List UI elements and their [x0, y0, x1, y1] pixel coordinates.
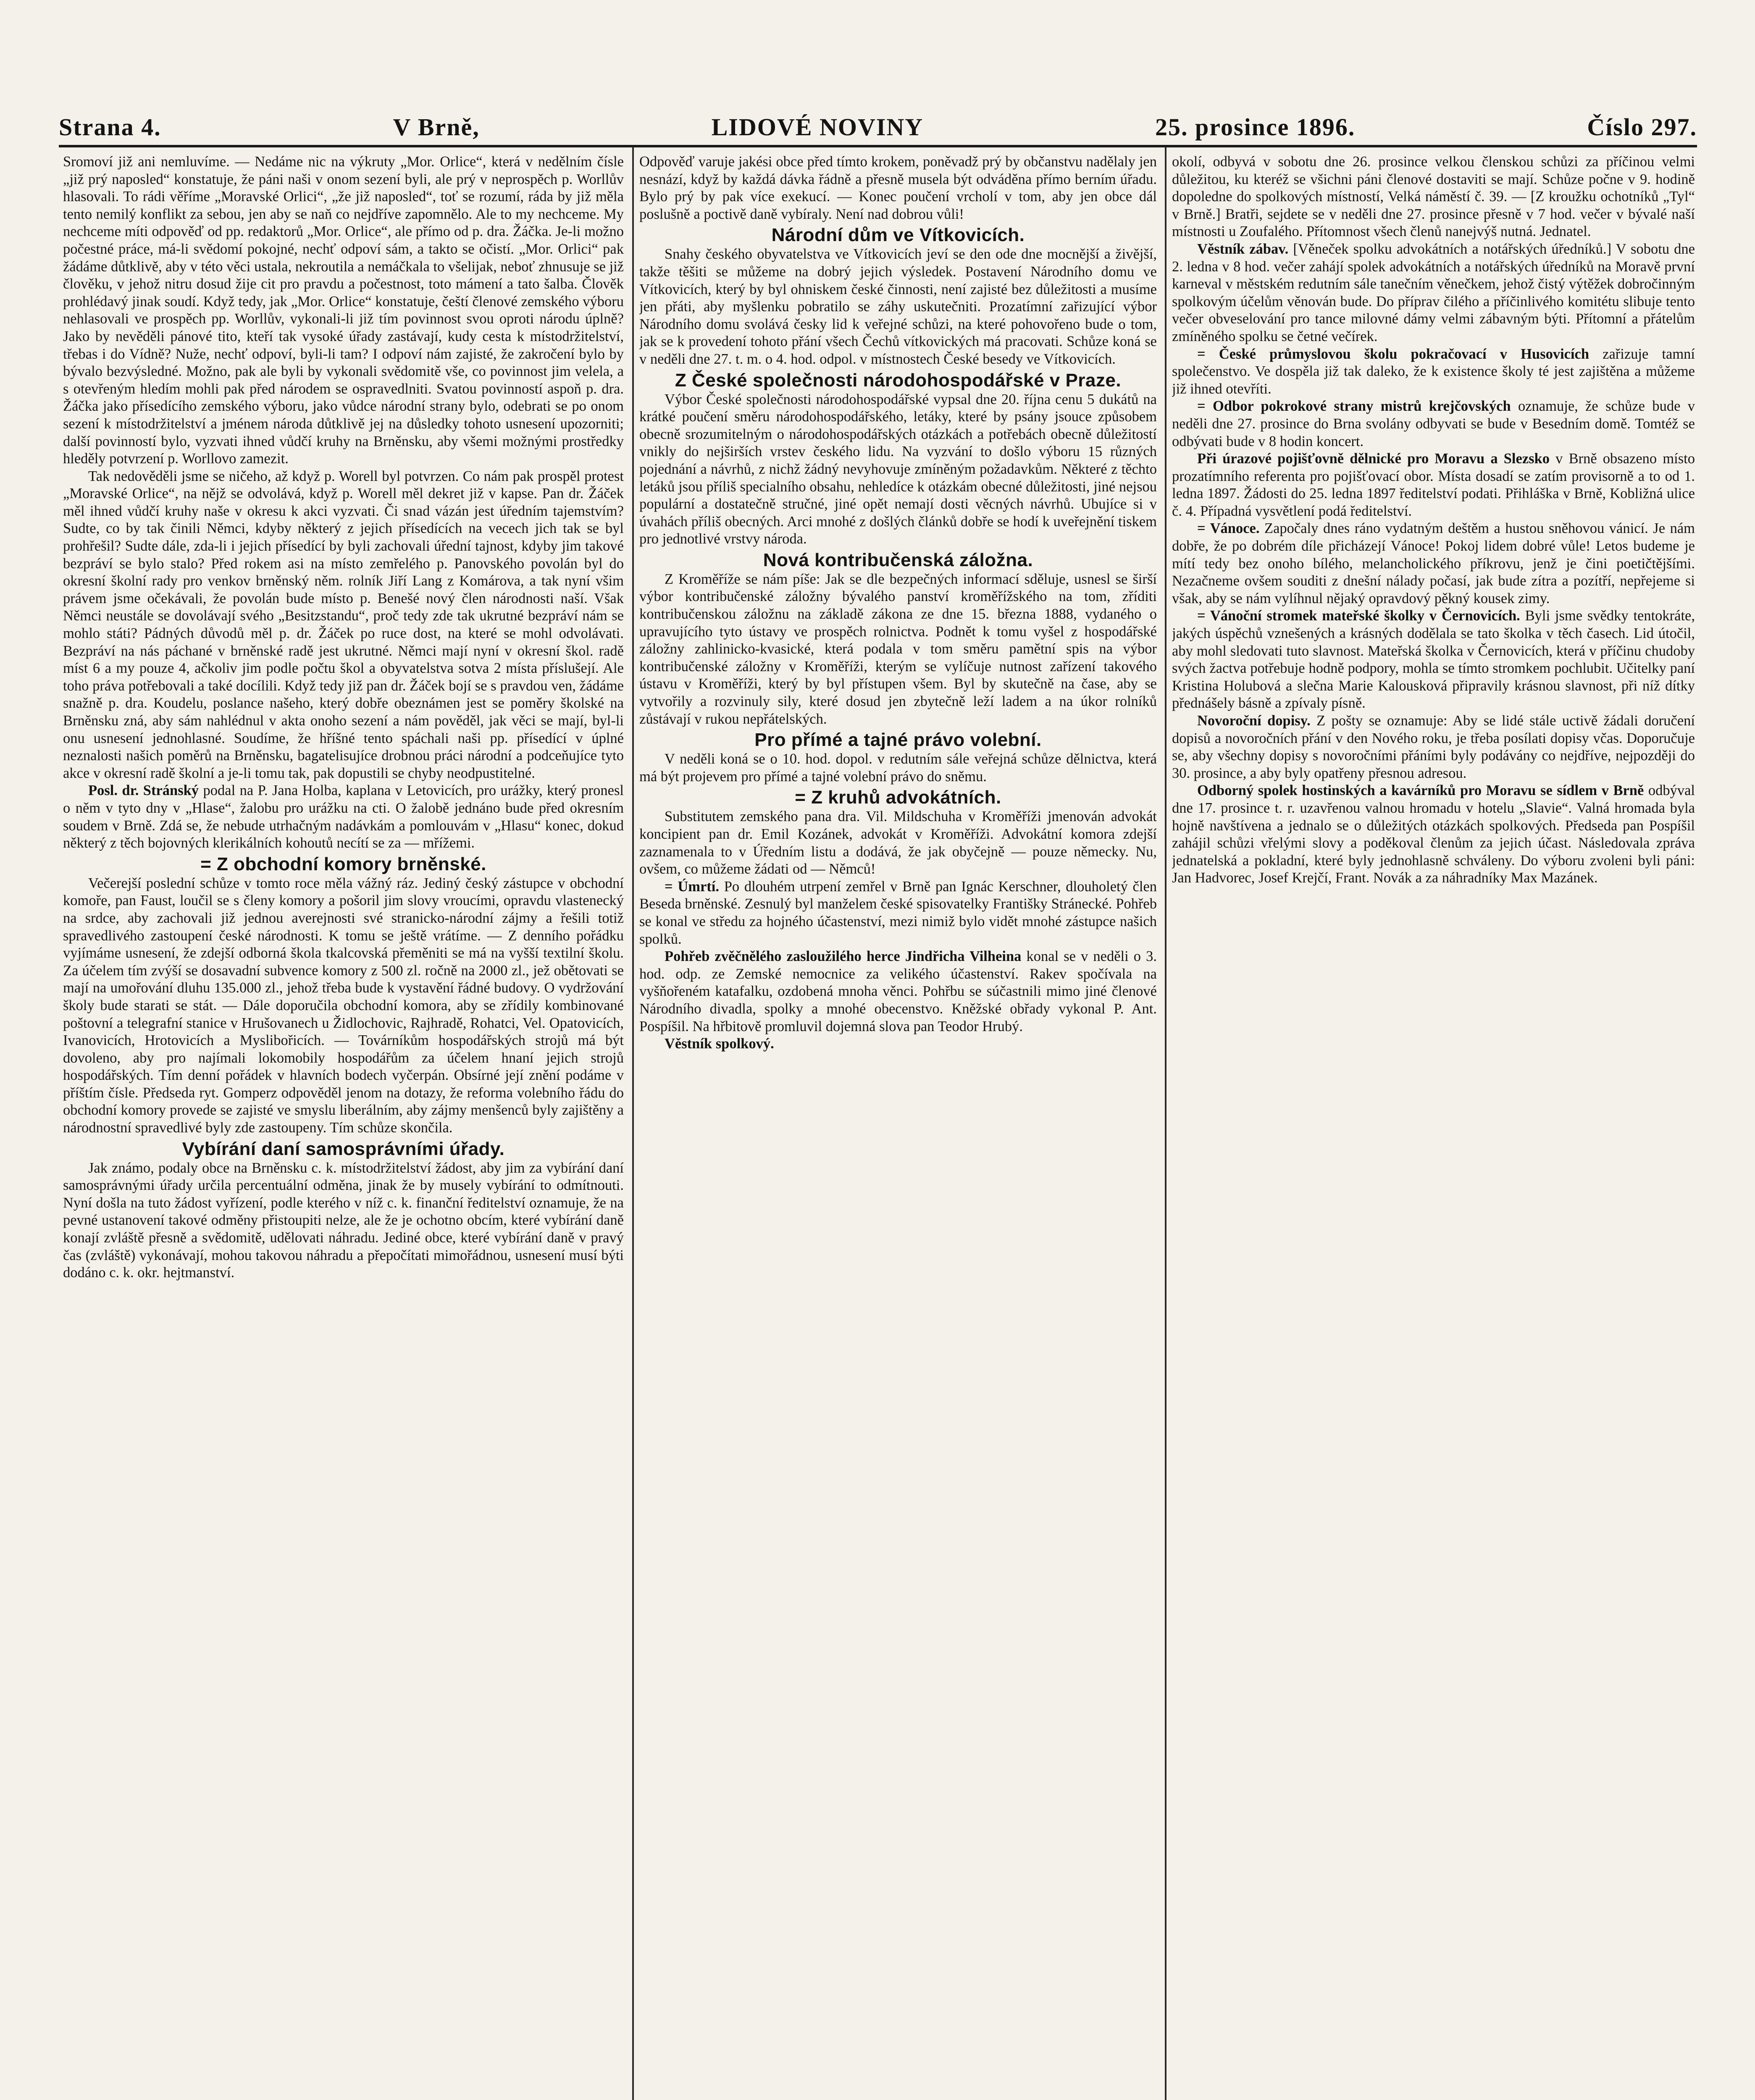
article-text: Z pošty se oznamuje: Aby se lidé stále uctivě žádali doručení dopisů a novoročních přání v den Nového roku, je třeba posílati dopisy včas. Doporučuje se, aby všechny dopisy s novoročními přáními byly podávány co nejdříve, nejpozději do 30. prosince, a aby byly opatřeny přesnou adresou. — [1172, 713, 1695, 781]
issue-number: Číslo 297. — [1587, 113, 1697, 141]
article-text: oznamuje, že schůze bude v neděli dne 27. prosince do Brna svolány odbyvati se bude v Besedním domě. Tomtéž se odbývati bude v 8 hodin koncert. — [1172, 398, 1695, 449]
page-header — [59, 110, 1697, 144]
section-heading: = Z obchodní komory brněnské. — [200, 853, 486, 874]
section-heading: Pohřeb zvěčnělého zasloužilého herce Jindřicha Vilheina — [665, 948, 1022, 965]
page-number: Strana 4. — [59, 113, 161, 141]
section-heading: Nová kontribučenská záložna. — [763, 549, 1033, 570]
section-heading: = Vánoční stromek mateřské školky v Černovicích. — [1197, 608, 1520, 624]
dateline-city: V Brně, — [393, 113, 480, 141]
column-rule-1 — [632, 147, 634, 2100]
section-heading: Z České společnosti národohospodářské v Praze. — [675, 370, 1122, 391]
section-heading: = Úmrtí. — [665, 878, 720, 895]
article-text: Jak známo, podaly obce na Brněnsku c. k. místodržitelství žádost, aby jim za vybírání daní samosprávnými úřady určila percentuální odměna, jinak že by musely vybírání to odmítnouti. Nyní došla na tuto žádost vyřízení, podle kterého v níž c. k. finanční ředitelství oznamuje, že na pevné ustanovení takové odměny přistoupiti nelze, ale že je ochotno obcím, které vybírání daně konají zvláště přesně a svědomitě, udělovati náhradu. Jediné obce, které vybírání daně v pravý čas (zvláště) vykonávají, mohou takovou náhradu a přepočítati mimořádnou, usnesení musí býti dodáno c. k. okr. hejtmanství. — [63, 1160, 624, 1281]
article-text: Po dlouhém utrpení zemřel v Brně pan Ignác Kerschner, dlouholetý člen Beseda brněnské. Zesnulý byl manželem české spisovatelky Františky Stránecké. Pohřeb se konal ve středu za hojného účastenství, mezi nimiž bylo vidět mnohé zástupce našich spolků. — [639, 878, 1157, 947]
article-text: Sromoví již ani nemluvíme. — Nedáme nic na výkruty „Mor. Orlice“, která v nedělním čísle „již prý naposled“ konstatuje, že páni naši v onom sezení byli, ale prý v neprospěch p. Worllův hlasovali. To rádi věříme „Moravské Orlici“, „že již naposled“, toť se rozumí, ráda by již měla tento nemilý konflikt za sebou, jen aby se naň co nejdříve zapomnělo. Ale to my nechceme. My nechceme míti odpověď od pp. redaktorů „Mor. Orlice“, ale přímo od p. dra. Žáčka. Je-li možno počestné práce, má-li svědomí pokojné, nechť odpoví sám, a takto se očistí. „Mor. Orlici“ pak žádáme důtklivě, aby v této věci ustala, nekroutila a nemáčkala to všelijak, neboť zhnusuje se již člověku, v jehož nitru dosud žije cit pro pravdu a počestnost, toto mámení a tato šalba. Člověk prohlédavý jinak soudí. Když tedy, jak „Mor. Orlice“ konstatuje, čeští členové zemského výboru nehlasovali ve prospěch pp. Worllův, vykonali-li již tím povinnost svou oproti národu úplně? Jako by nevěděli pánové tito, kteří tak vysoké úřady zastávají, kudy cesta k místodržitelství, třebas i do Vídně? Nuže, nechť odpoví, byli-li tam? I odpoví nám zajisté, že zakročení bylo by bývalo bezvýsledné. Možno, pak ale byli by vykonali svědomitě vše, co povinnost jim velela, a s otevřeným hledím mohli pak před národem se ospravedlniti. Svatou povinností aspoň p. dra. Žáčka jako přísedícího zemského výboru, jako vůdce národní strany bylo, odebrati se po onom sezení k místodržitelství a jménem národa důtklivě jej na důsledky tohoto usnesení upozorniti; další povinností bylo, vyzvati ihned vůdčí kruhy na Brněnsku, aby všemi možnými prostředky hleděly potvrzení p. Worllovo zamezit. — [63, 154, 624, 467]
article-text: V neděli koná se o 10. hod. dopol. v redutním sále veřejná schůze dělnictva, která má být projevem pro přímé a tajné volební právo do sněmu. — [639, 751, 1157, 785]
article-text: Snahy českého obyvatelstva ve Vítkovicích jeví se den ode dne mocnější a živější, takže těšiti se můžeme na dobrý jejich výsledek. Postavení Národního domu ve Vítkovicích, který by byl ohniskem české činnosti, není zajisté bez důležitosti a musíme jen přáti, aby myšlenku pobratilo se záhy uskutečniti. Prozatímní zařizující výbor Národního domu svolává česky lid k veřejné schůzi, na které pohovořeno bude o tom, jak se k provedení tohoto přání všech Čechů vítkovických má pracovati. Schůze koná se v neděli dne 27. t. m. o 4. hod. odpol. v místnostech České besedy ve Vítkovicích. — [639, 246, 1157, 367]
article-text: Výbor České společnosti národohospodářské vypsal dne 20. října cenu 5 dukátů na krátké poučení směru národohospodářského, letáky, které by psány jsouce způsobem obecně srozumitelným o národohospodářských otázkách a potřebách obecně důležitostí vnikly do nejširších vrstev českého lidu. Na vyzvání to došlo výboru 15 různých pojednání a návrhů, z nichž žádný nevyhovuje zmíněným požadavkům. Některé z těchto letáků jsou příliš specialního obsahu, nehledíce k otázkám obecné důležitosti, jiné nejsou populární a dostatečně stručné, jiné opět nemají dosti věcných návrhů. Ubujíce si v úvahách příliš obecných. Arci mnohé z došlých článků dobře se hodí k uveřejnění tiskem pro jednotlivé vrstvy národa. — [639, 391, 1157, 547]
article-text: Byli jsme svědky tentokráte, jakých úspěchů vznešených a krásných dodělala se tato školka v těch časech. Lid útočil, aby mohl sledovati tuto slavnost. Mateřská školka v Černovicích, která v příčinu chudoby svých žactva potřebuje hodně podpory, mohla se tímto stromkem pochlubit. Učitelky paní Kristina Holubová a slečna Marie Kalousková připravily krásnou slavnost, při níž dítky přednášely básně a zpívaly písně. — [1172, 608, 1695, 711]
section-heading: Pro přímé a tajné právo volební. — [754, 730, 1042, 751]
header-rule — [59, 145, 1697, 147]
article-text: podal na P. Jana Holba, kaplana v Letovicích, pro urážky, který pronesl o něm v tyto dny v „Hlase“, žalobu pro urážku na cti. O žalobě jednáno bude před okresním soudem v Brně. Zdá se, že nebude utrhačným nadávkám a pomlouvám v „Hlasu“ konec, dokud některý z těch bojovných klerikálních kohoutů necítí se za — mřížemi. — [63, 782, 624, 851]
article-text: konal se v neděli o 3. hod. odp. ze Zemské nemocnice za velikého účastenství. Rakev spočívala na vyšňořeném katafalku, ozdobená mnoha věnci. Pohřbu se súčastnili mimo jiné členové Národního divadla, spolky a mnohé obecenstvo. Kněžské obřady vykonal P. Ant. Pospíšil. Na hřbitově promluvil dojemná slova pan Teodor Hrubý. — [639, 948, 1157, 1034]
article-text: Započaly dnes ráno vydatným deštěm a hustou sněhovou vánicí. Je nám dobře, že po dobrém díle přicházejí Vánoce! Pokoj lidem dobré vůle! Letos budeme je mítí tedy bez onoho bílého, melancholického příkrovu, jenž je čini poetičtějšími. Nezačneme ovšem souditi z dnešní nálady počasí, jak bude zítra a pozítří, nepřejeme si však, aby se nám vylíhnul nějaký opravdový pěkný kousek zimy. — [1172, 520, 1695, 606]
article-text: Z Kroměříže se nám píše: Jak se dle bezpečných informací sděluje, usnesl se širší výbor kontribučenské záložny bývalého panství kroměřížského na tom, zříditi kontribučenskou záložnu na základě zákona ze dne 15. března 1888, vydaného o upravujícího tyto ústavy ve prospěch rolnictva. Podnět k tomu vyšel z hospodářské záložny zahlinicko-kvasické, která podala v tom směru pamětní spis na výbor kontribučenské záložny v Kroměříži, kterým se vylíčuje nutnost zařízení takového ústavu v Kroměříži, který by byl přístupen všem. Byl by skutečně na čase, aby se vytvořily a rozvinuly sily, které dosud jen zbytečně leží ladem a na úkor rolníků zůstávají v rukou nepřátelských. — [639, 571, 1157, 727]
section-heading: Věstník spolkový. — [665, 1036, 774, 1052]
article-text: Večerejší poslední schůze v tomto roce měla vážný ráz. Jediný český zástupce v obchodní komoře, pan Faust, loučil se s členy komory a pošoril jim slovy vroucími, opravdu vlastenecký na srdce, aby zachovali již jednou averejnosti své stranicko-národní zájmy a řešili totiž spravedlivého zastoupení české národnosti. K tomu se ještě vrátíme. — Z denního pořádku vyjímáme usnesení, že zdejší odborná škola tkalcovská přeměniti se má na vyšší textilní školu. Za účelem tím zvýší se dosavadní subvence komory z 500 zl. ročně na 2000 zl., jež obětovati se mají na umořování dluhu 135.000 zl., jehož třeba bude k vystavění řádné budovy. O vydržování školy bude starati se stát. — Dále doporučila obchodní komora, aby se zřídily kombinované poštovní a telegrafní stanice v Hrušovanech u Židlochovic, Rajhradě, Rohatci, Vel. Opatovicích, Ivanovicích, Hrotovicích a Myslibořicích. — Továrníkům hospodářských strojů má být dovoleno, aby pro najímali lokomobily hospodářům za účelem hnaní jejich strojů hospodářských. Tím denní pořádek v hlavních bodech vyčerpán. Obsírné její znění podáme v příštím čísle. Předseda ryt. Gomperz odpověděl jenom na dotazy, že reforma volebního řádu do obchodní komory provede se zajisté ve smyslu liberálním, aby zájmy menšenců byly zajištěny a národnostní spravedlivé byly zde zastoupeny. Tím schůze skončila. — [63, 875, 624, 1136]
section-heading: Věstník zábav. — [1197, 241, 1289, 257]
section-heading: Vybírání daní samosprávními úřady. — [182, 1138, 505, 1159]
section-heading: Národní dům ve Vítkovicích. — [771, 225, 1025, 246]
section-heading: = Vánoce. — [1197, 520, 1260, 537]
column-2 — [639, 153, 1157, 2100]
article-text: [Věneček spolku advokátních a notářských úředníků.] V sobotu dne 2. ledna v 8 hod. večer zahájí spolek advokátních a notářských úředníků na Moravě první karneval v městském redutním sále tanečním věnečkem, jehož čistý výtěžek dobročinným spolkovým účelům věnován bude. Do příprav čilého a příčinlivého komitétu slibuje tento večer obveselování pro tance milovné dámy velmi zábavným býti. Přítomní a přátelům zmíněného spolku se četné večírek. — [1172, 241, 1695, 344]
article-text: Substitutem zemského pana dra. Vil. Mildschuha v Kroměříži jmenován advokát koncipient pan dr. Emil Kozánek, advokát v Kroměříži. Advokátní komora zdejší zaznamenala to v Úředním listu a dodává, že jak obyčejně — pouze německy. Nu, ovšem, co můžeme žádati od — Němců! — [639, 808, 1157, 877]
section-heading: Novoroční dopisy. — [1197, 713, 1311, 729]
article-text: odbýval dne 17. prosince t. r. uzavřenou valnou hromadu v hotelu „Slavie“. Valná hromada byla hojně navštívena a jednalo se o důležitých otázkách spolkových. Předseda pan Pospíšil zahájil schůzi vřelými slovy a poděkoval členům za jejich účast. Následovala zpráva jednatelská a pokladní, které byly jednohlasně schváleny. Do výboru zvoleni byli páni: Jan Hadvorec, Josef Krejčí, Frant. Novák a za náhradníky Max Mazánek. — [1172, 782, 1695, 886]
article-text: zařizuje tamní společenstvo. Ve dospěla již tak daleko, že k existence školy té jest zajištěna a můžeme již ihned otevříti. — [1172, 346, 1695, 397]
section-heading: = České průmyslovou školu pokračovací v Husovicích — [1197, 346, 1589, 362]
newspaper-title: LIDOVÉ NOVINY — [711, 113, 924, 141]
article-text: Tak nedověděli jsme se ničeho, až když p. Worell byl potvrzen. Co nám pak prospěl protest „Moravské Orlice“, na nějž se odvolává, když p. Worell měl dekret již v kapse. Pan dr. Žáček měl ihned vůdčí kruhy naše v okresu k akci vyzvati. Či snad vázán jest úředním tajemstvím? Sudte, co by tak činili Němci, kdyby některý z jejich přísedících na vecech jich tak se byl prohřešil? Sudte dále, zda-li i jejich přísedící by byli zachovali úřední tajnost, kdyby jim takové bezpráví se bylo stalo? Před rokem asi na místo zemřelého p. Panovského povolán byl do okresní školní rady pro venkov brněnský něm. rolník Jiří Lang z Komárova, a tak nyní všim právem jsme očekávali, že povolán bude místo p. Benešé nový člen národnosti naší. Však Němci neustále se dovolávají svého „Besitzstandu“, proč tedy zde tak ukrutné bezpráví nám se mohlo státi? Pádných důvodů měl p. dr. Žáček po ruce dost, na které se mohl odvolávati. Bezpráví na nás páchané v brněnské radě jest ukrutné. Němci mají nyní v okresní škol. radě míst 6 a my pouze 4, ačkoliv jim podle počtu škol a obyvatelstva sotva 2 místa příslušejí. Ale toho práva potřebovali a také docílili. Když tedy již pan dr. Žáček bojí se s pravdou ven, žádáme snažně p. dra. Koudelu, poslance našeho, který dobře obeznámen jest se poměry školské na Brněnsku zná, aby sám nahlédnul v akta onoho sezení a nám pověděl, jak věci se mají, byl-li onu usnesení jednohlasné. Soudíme, že hříšné tento spáchali naši pp. přísedící v úplné neznalosti našich poměrů na Brněnsku, bagatelisujíce drobnou práci národní a podceňujíce tyto akce v okresní radě školní a je-li tomu tak, pak dopustili se chyby neodpustitelné. — [63, 468, 624, 781]
column-rule-2 — [1165, 147, 1166, 2100]
issue-date: 25. prosince 1896. — [1155, 113, 1356, 141]
section-heading: = Z kruhů advokátních. — [795, 787, 1001, 808]
article-text: Odpověď varuje jakési obce před tímto krokem, poněvadž prý by občanstvu nadělaly jen nesnází, když by každá dávka řádně a přesně musela být odváděna přímo berním úřadu. Bylo prý by pak více exekucí. — Konec poučení vrcholí v tom, aby jen obce dál poslušně a poctivě daně vybíraly. Není nad dobrou vůli! — [639, 154, 1157, 222]
article-text: okolí, odbyvá v sobotu dne 26. prosince velkou členskou schůzi za příčinou velmi důležitou, ku kteréž se všichni páni členové dostaviti se mají. Schůze počne v 9. hodině dopoledne do spolkových místností, Velká náměstí č. 39. — [Z kroužku ochotníků „Tyl“ v Brně.] Bratři, sejdete se v neděli dne 27. prosince přesně v 7 hod. večer v bývalé naší místnosti u Zoufalého. Přítomnost všech členů nanejvýš nutná. Jednatel. — [1172, 154, 1695, 240]
section-heading: Odborný spolek hostinských a kavárníků pro Moravu se sídlem v Brně — [1197, 782, 1644, 799]
article-text: v Brně obsazeno místo prozatímního referenta pro pojišťovací obor. Místa dosadí se zatím provisorně a to od 1. ledna 1897. Žádosti do 25. ledna 1897 ředitelství podati. Přihláška v Brně, Kobližná ulice č. 4. Případná vysvětlení podá ředitelství. — [1172, 451, 1695, 519]
column-3 — [1172, 153, 1695, 2100]
section-heading: Posl. dr. Stránský — [88, 782, 199, 799]
section-heading: Při úrazové pojišťovně dělnické pro Moravu a Slezsko — [1197, 451, 1550, 467]
section-heading: = Odbor pokrokové strany mistrů krejčovských — [1197, 398, 1511, 415]
column-1 — [63, 153, 624, 2100]
